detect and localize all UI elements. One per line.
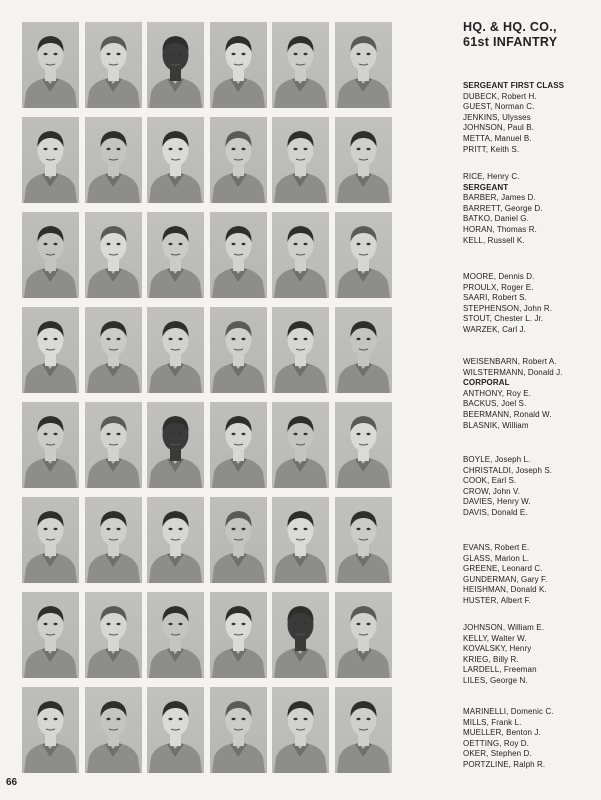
portrait-photo [147,22,204,108]
portrait-figure-icon [147,592,204,678]
portrait-figure-icon [22,307,79,393]
portrait-figure-icon [147,307,204,393]
roster-name: MILLS, Frank L. [463,717,522,727]
portrait-figure-icon [335,592,392,678]
portrait-figure-icon [272,22,329,108]
roster-name: LILES, George N. [463,675,528,685]
roster-name: HUSTER, Albert F. [463,595,531,605]
portrait-figure-icon [272,402,329,488]
roster-block [463,543,547,607]
roster-name: OETTING, Roy D. [463,738,529,748]
portrait-photo [22,592,79,678]
portrait-figure-icon [272,592,329,678]
portrait-photo [147,212,204,298]
portrait-photo [147,592,204,678]
roster-name: PORTZLINE, Ralph R. [463,759,546,769]
roster-name: BARRETT, George D. [463,203,543,213]
roster-name: DAVIES, Henry W. [463,497,531,507]
roster-name: KOVALSKY, Henry [463,644,532,654]
roster-name: METTA, Manuel B. [463,133,532,143]
roster-name: JOHNSON, William E. [463,623,545,632]
roster-name: BLASNIK, William [463,420,529,430]
portrait-figure-icon [85,497,142,583]
title-line-2: 61st INFANTRY [463,35,558,49]
portrait-photo [147,307,204,393]
roster-name: BARBER, James D. [463,193,536,203]
portrait-figure-icon [85,687,142,773]
portrait-photo [22,497,79,583]
roster-name: KELLY, Walter W. [463,633,527,643]
roster-name: HEISHMAN, Donald K. [463,585,547,595]
portrait-photo [210,592,267,678]
roster-name: BEERMANN, Ronald W. [463,409,552,419]
portrait-figure-icon [272,212,329,298]
portrait-figure-icon [85,117,142,203]
portrait-photo [210,22,267,108]
roster-block [463,623,544,687]
portrait-figure-icon [85,402,142,488]
portrait-figure-icon [22,687,79,773]
roster-name: LARDELL, Freeman [463,665,537,675]
roster-name: WEISENBARN, Robert A. [463,357,557,366]
portrait-photo [210,117,267,203]
roster-name: WILSTERMANN, Donald J. [463,367,563,377]
portrait-figure-icon [85,22,142,108]
portrait-figure-icon [335,687,392,773]
roster-block [463,707,554,771]
portrait-figure-icon [272,117,329,203]
roster-name: ANTHONY, Roy E. [463,388,532,398]
roster-name: MARINELLI, Domenic C. [463,707,554,716]
portrait-figure-icon [210,307,267,393]
rank-heading: SERGEANT FIRST CLASS [463,81,565,90]
roster-name: DAVIS, Donald E. [463,507,528,517]
roster-name: STEPHENSON, John R. [463,303,553,313]
portrait-photo [85,22,142,108]
portrait-figure-icon [147,22,204,108]
portrait-figure-icon [22,592,79,678]
portrait-photo [335,687,392,773]
roster-name: MOORE, Dennis D. [463,272,535,281]
roster-name: BACKUS, Joel S. [463,399,527,409]
roster-name: KELL, Russell K. [463,235,525,245]
portrait-figure-icon [210,117,267,203]
roster-block [463,455,552,519]
portrait-photo [85,117,142,203]
portrait-figure-icon [22,117,79,203]
roster-block [463,81,564,155]
portrait-figure-icon [210,402,267,488]
portrait-photo [335,307,392,393]
portrait-photo [272,592,329,678]
roster-name: BOYLE, Joseph L. [463,455,531,464]
portrait-figure-icon [272,497,329,583]
roster-name: GUEST, Norman C. [463,102,535,112]
portrait-figure-icon [147,497,204,583]
portrait-photo [147,117,204,203]
rank-heading: SERGEANT [463,182,509,192]
roster-name: CROW, John V. [463,486,521,496]
portrait-photo [85,402,142,488]
portrait-figure-icon [335,22,392,108]
page-title [463,20,593,50]
portrait-photo [272,117,329,203]
roster-name: WARZEK, Carl J. [463,324,526,334]
roster-name: CHRISTALDI, Joseph S. [463,465,553,475]
portrait-figure-icon [335,212,392,298]
portrait-figure-icon [22,497,79,583]
roster-block [463,172,543,246]
portrait-photo [272,402,329,488]
roster-name: JOHNSON, Paul B. [463,123,534,133]
portrait-photo [147,497,204,583]
roster-name: PROULX, Roger E. [463,282,534,292]
roster-name: RICE, Henry C. [463,172,520,181]
roster-name: GUNDERMAN, Gary F. [463,574,548,584]
portrait-figure-icon [210,22,267,108]
portrait-photo [335,212,392,298]
portrait-figure-icon [210,212,267,298]
portrait-photo [335,592,392,678]
portrait-photo [22,402,79,488]
portrait-figure-icon [210,497,267,583]
page-number: 66 [6,777,18,788]
roster-block [463,272,552,336]
portrait-photo [272,687,329,773]
roster-block [463,357,563,431]
roster-name: PRITT, Keith S. [463,144,520,154]
portrait-figure-icon [272,307,329,393]
roster-name: DUBECK, Robert H. [463,91,537,101]
portrait-photo [335,497,392,583]
roster-name: GREENE, Leonard C. [463,564,543,574]
portrait-figure-icon [335,402,392,488]
portrait-photo [210,212,267,298]
roster-name: BATKO, Daniel G. [463,214,529,224]
portrait-photo [335,402,392,488]
roster-name: KRIEG, Billy R. [463,654,519,664]
portrait-figure-icon [335,497,392,583]
portrait-photo [85,592,142,678]
roster-name: HORAN, Thomas R. [463,224,537,234]
portrait-photo [272,22,329,108]
roster-name: COOK, Earl S. [463,476,517,486]
portrait-photo [272,212,329,298]
roster-name: EVANS, Robert E. [463,543,530,552]
portrait-photo [85,307,142,393]
portrait-photo [210,402,267,488]
portrait-figure-icon [85,592,142,678]
portrait-photo [22,687,79,773]
portrait-photo [85,212,142,298]
portrait-figure-icon [85,307,142,393]
portrait-photo [210,307,267,393]
portrait-figure-icon [210,592,267,678]
portrait-figure-icon [335,307,392,393]
portrait-photo [22,117,79,203]
portrait-figure-icon [335,117,392,203]
portrait-figure-icon [210,687,267,773]
portrait-figure-icon [272,687,329,773]
roster-name: GLASS, Marion L. [463,553,530,563]
portrait-photo [272,497,329,583]
portrait-figure-icon [147,402,204,488]
title-line-1: HQ. & HQ. CO., [463,20,557,34]
portrait-figure-icon [147,687,204,773]
rank-heading: CORPORAL [463,378,510,388]
roster-name: SAARI, Robert S. [463,293,527,303]
portrait-figure-icon [85,212,142,298]
portrait-figure-icon [22,22,79,108]
portrait-photo [85,497,142,583]
portrait-figure-icon [147,212,204,298]
roster-name: STOUT, Chester L. Jr. [463,314,544,324]
portrait-photo [85,687,142,773]
roster-name: MUELLER, Benton J. [463,728,541,738]
portrait-photo [272,307,329,393]
portrait-photo [147,687,204,773]
portrait-photo [335,22,392,108]
roster-name: JENKINS, Ulysses [463,112,531,122]
portrait-figure-icon [22,212,79,298]
portrait-photo [210,687,267,773]
portrait-photo [22,212,79,298]
roster-name: OKER, Stephen D. [463,749,532,759]
portrait-figure-icon [22,402,79,488]
portrait-photo [22,22,79,108]
portrait-photo [210,497,267,583]
portrait-figure-icon [147,117,204,203]
portrait-photo [147,402,204,488]
portrait-photo [335,117,392,203]
portrait-photo [22,307,79,393]
